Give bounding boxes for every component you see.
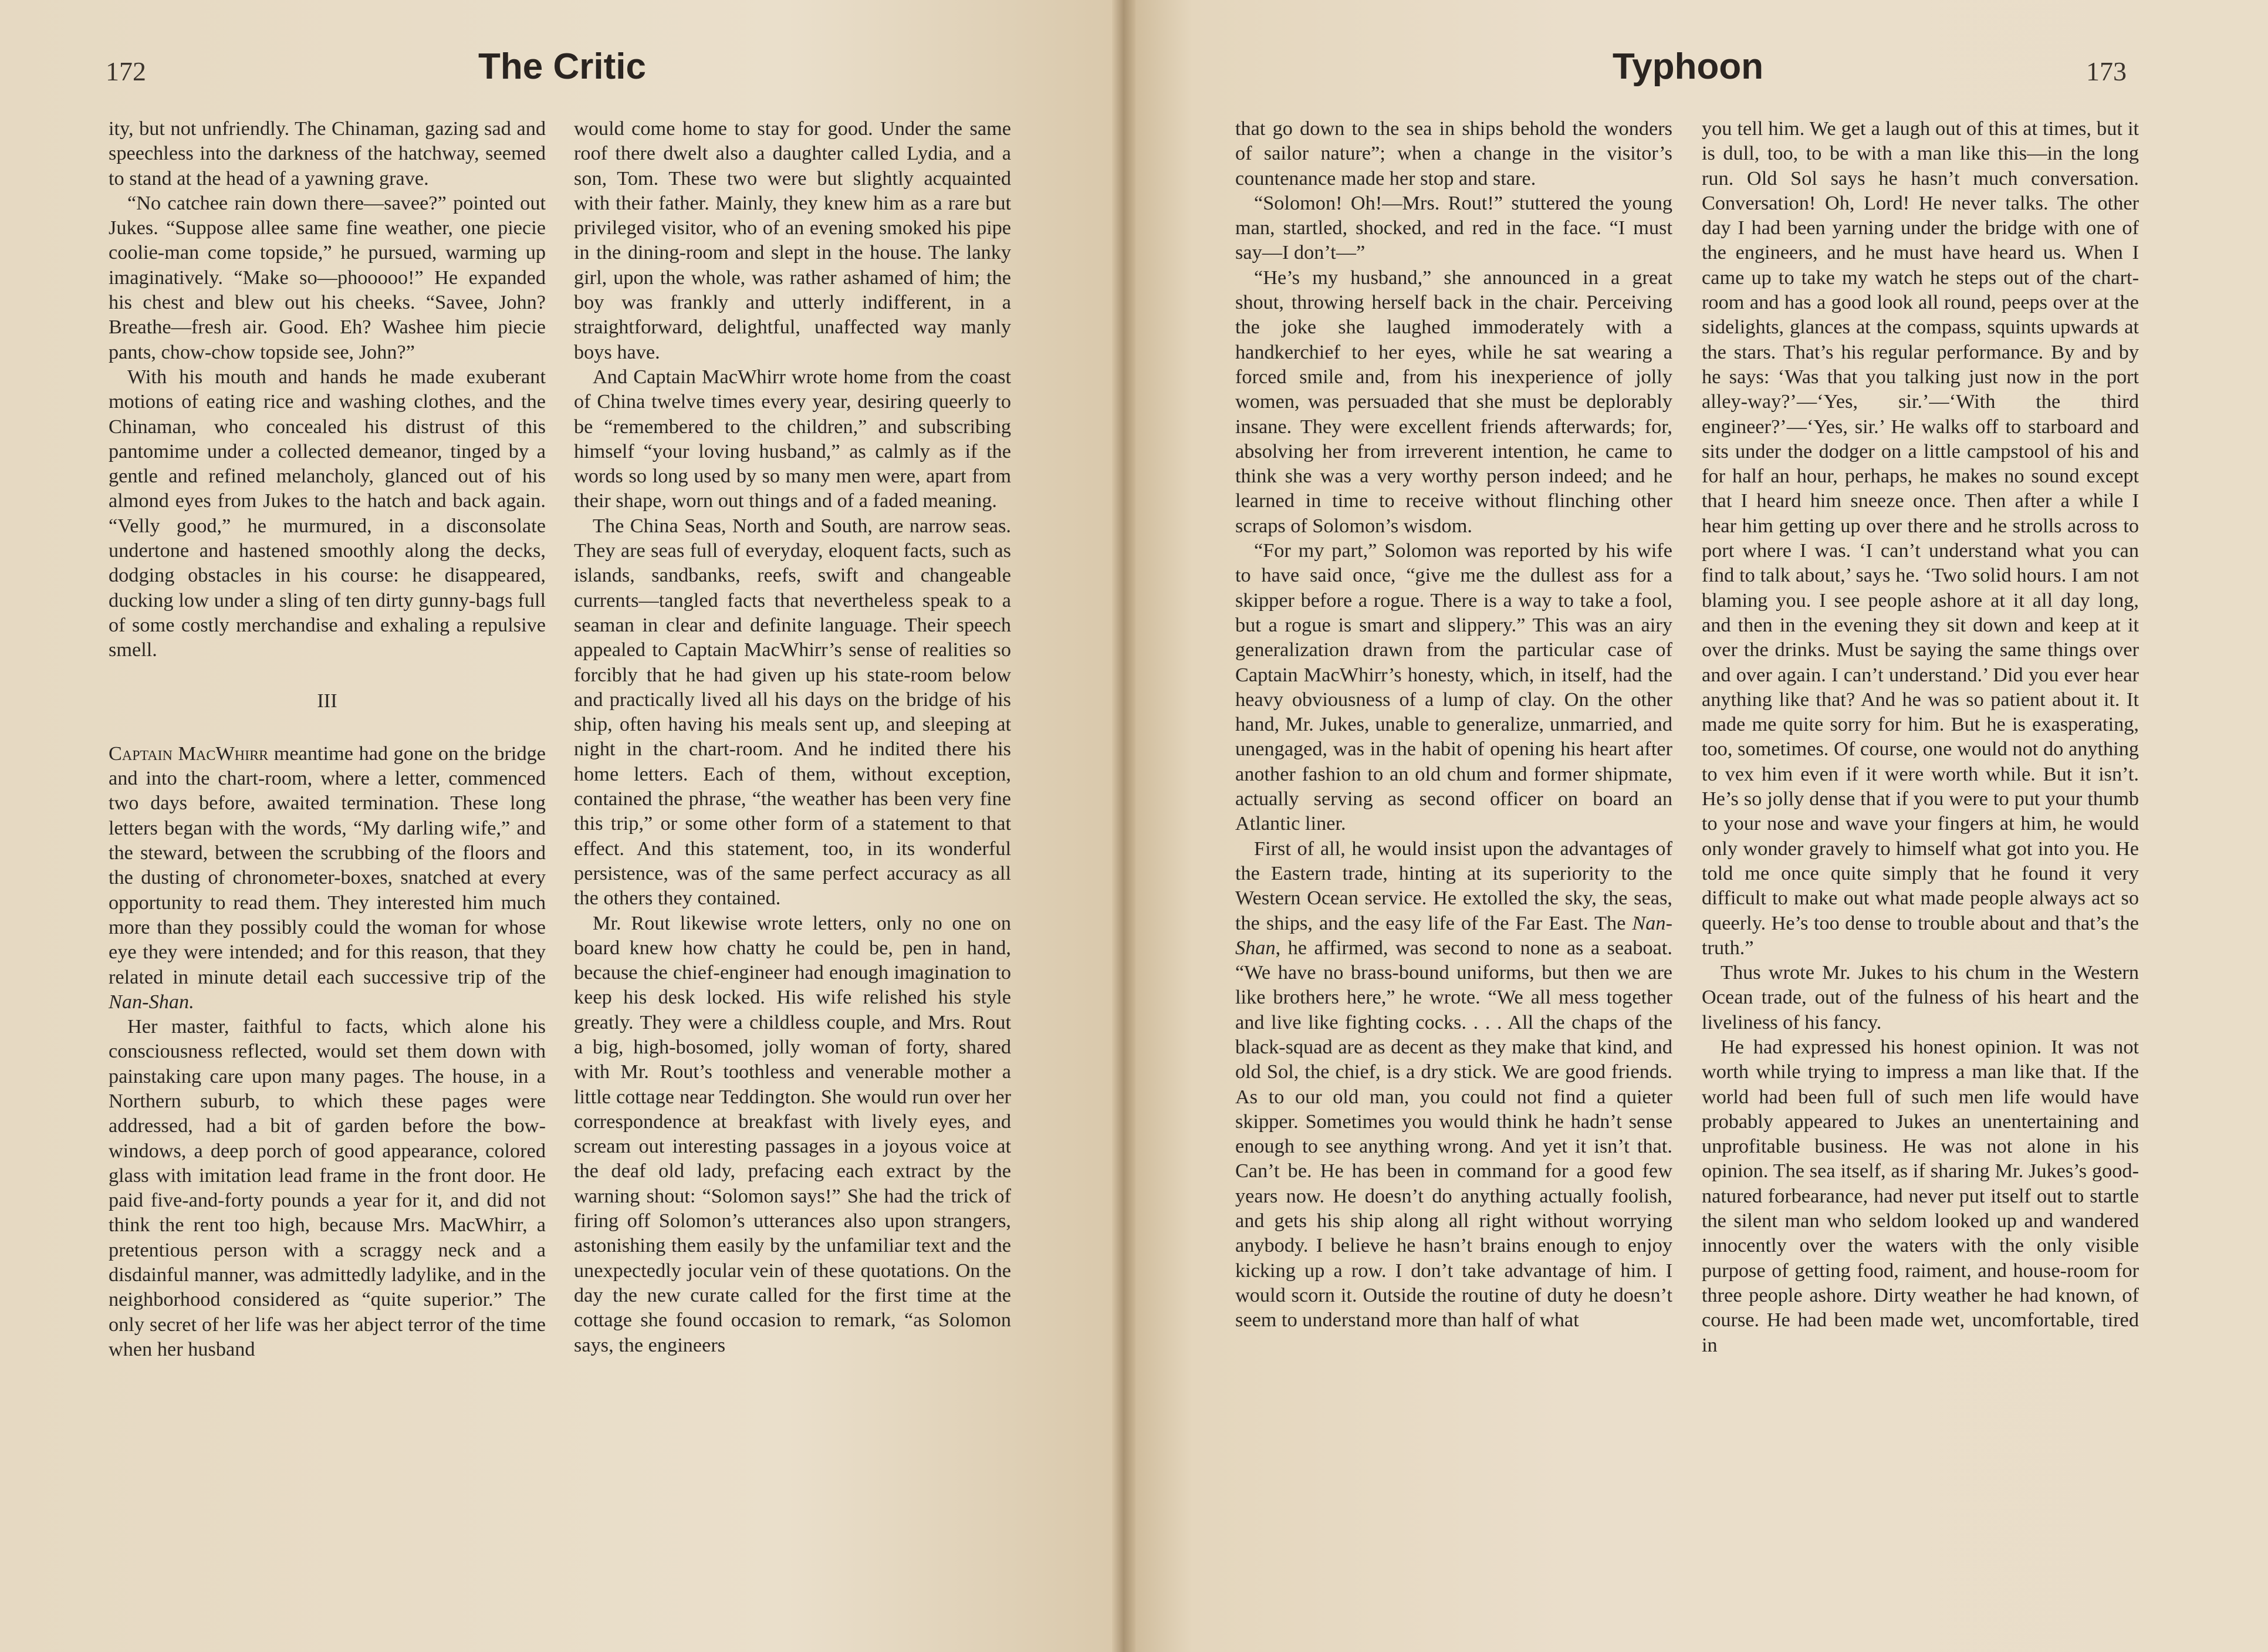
running-head: Typhoon (1613, 46, 1764, 87)
paragraph: He had expressed his honest opinion. It was not worth while trying to impress a man like that. If the world had been full of such men life would have probably appeared to Jukes an unentertaining and unprofitable business. He was not alone in his opinion. The sea itself, as if sharing Mr. Jukes’s good-natured forbearance, had never put itself out to startle the silent man who seldom looked up and wandered innocently over the waters with the only visible purpose of getting food, raiment, and house-room for three people ashore. Dirty weather he had known, of course. He had been made wet, uncomfortable, tired in (1702, 1035, 2139, 1356)
book-gutter (1112, 0, 1135, 1652)
paragraph: With his mouth and hands he made exuberant motions of eating rice and washing clothes, and the Chinaman, who concealed his distrust of this pantomime under a collected demeanor, tinged by a gentle and refined melancholy, glanced out of his almond eyes from Jukes to the hatch and back again. “Velly good,” he murmured, in a disconsolate undertone and hastened smoothly along the decks, dodging obstacles in his course: he disappeared, ducking low under a sling of ten dirty gunny-bags full of some costly merchandise and exhaling a repulsive smell. (109, 365, 546, 661)
left-column-1 (109, 116, 546, 1362)
paragraph: And Captain MacWhirr wrote home from the coast of China twelve times every year, desiring queerly to be “remembered to the children,” and subscribing himself “your loving husband,” as calmly as if the words so long used by so many men were, apart from their shape, worn out things and of a faded meaning. (574, 365, 1011, 512)
paragraph-text: First of all, he would insist upon the advantages of the Eastern trade, hinting at its superiority to the Western Ocean service. He extolled the sky, the seas, the ships, and the easy life of the Far East. The (1235, 837, 1672, 934)
paragraph: Her master, faithful to facts, which alone his consciousness reflected, would set them down with painstaking care upon many pages. The house, in a Northern suburb, to which these pages were addressed, had a bit of garden before the bow-windows, a deep porch of good appearance, colored glass with imitation lead frame in the front door. He paid five-and-forty pounds a year for it, and did not think the rent too high, because Mrs. MacWhirr, a pretentious person with a scraggy neck and a disdainful manner, was admittedly ladylike, and in the neighborhood considered as “quite superior.” The only secret of her life was her abject terror of the time when her husband (109, 1015, 546, 1360)
paragraph: Mr. Rout likewise wrote letters, only no one on board knew how chatty he could be, pen in hand, because the chief-engineer had enough imagination to keep his desk locked. His wife relished his style greatly. They were a childless couple, and Mrs. Rout a big, high-bosomed, jolly woman of forty, shared with Mr. Rout’s toothless and venerable mother a little cottage near Teddington. She would run over her correspondence at breakfast with lively eyes, and scream out interesting passages in a joyous voice at the deaf old lady, prefacing each extract by the warning shout: “Solomon says!” She had the trick of firing off Solomon’s utterances also upon strangers, astonishing them easily by the unfamiliar text and the unexpectedly jocular vein of these quotations. On the day the new curate called for the first time at the cottage she found occasion to remark, “as Solomon says, the engineers (574, 911, 1011, 1356)
left-column-2 (574, 116, 1011, 1357)
paragraph (109, 741, 546, 1014)
right-column-2 (1702, 116, 2139, 1357)
paragraph: The China Seas, North and South, are narrow seas. They are seas full of everyday, eloquent facts, such as islands, sandbanks, reefs, swift and changeable currents—tangled facts that nevertheless speak to a seaman in clear and definite language. Their speech appealed to Captain MacWhirr’s sense of realities so forcibly that he had given up his state-room below and practically lived all his days on the bridge of his ship, often having his meals sent up, and sleeping at night in the chart-room. And he indited there his home letters. Each of them, without exception, contained the phrase, “the weather has been very fine this trip,” or some other form of a statement to that effect. And this statement, too, in its wonderful persistence, was of the same perfect accuracy as all the others they contained. (574, 514, 1011, 910)
chapter-lead-words: Captain MacWhirr (109, 742, 269, 765)
paragraph: “No catchee rain down there—savee?” pointed out Jukes. “Suppose allee same fine weather, one piecie coolie-man come topside,” he pursued, warming up imaginatively. “Make so—phooooo!” He expanded his chest and blew out his cheeks. “Savee, John? Breathe—fresh air. Good. Eh? Washee him piecie pants, chow-chow topside see, John?” (109, 191, 546, 363)
page-number: 173 (2086, 56, 2127, 86)
running-head: The Critic (478, 46, 646, 87)
paragraph: “Solomon! Oh!—Mrs. Rout!” stuttered the young man, startled, shocked, and red in the face. “I must say—I don’t—” (1235, 191, 1672, 264)
left-page (0, 0, 1124, 1652)
right-column-1 (1235, 116, 1672, 1333)
paragraph (1235, 836, 1672, 1333)
paragraph: ity, but not unfriendly. The Chinaman, gazing sad and speechless into the darkness of the hatchway, seemed to stand at the head of a yawning grave. (109, 117, 546, 190)
right-page (1124, 0, 2268, 1652)
paragraph: “He’s my husband,” she announced in a great shout, throwing herself back in the chair. Perceiving the joke she laughed immoderately with a handkerchief to her eyes, while he sat wearing a forced smile and, from his inexperience of jolly women, was persuaded that she must be deplorably insane. They were excellent friends afterwards; for, absolving her from irreverent intention, he came to think she was a very worthy person indeed; and he learned in time to receive without flinching other scraps of Solomon’s wisdom. (1235, 266, 1672, 537)
paragraph: “For my part,” Solomon was reported by his wife to have said once, “give me the dullest ass for a skipper before a rogue. There is a way to take a fool, but a rogue is smart and slippery.” This was an airy generalization drawn from the particular case of Captain MacWhirr’s honesty, which, in itself, had the heavy obviousness of a lump of clay. On the other hand, Mr. Jukes, unable to generalize, unmarried, and unengaged, was in the habit of opening his heart after another fashion to an old chum and former shipmate, actually serving as second officer on board an Atlantic liner. (1235, 539, 1672, 835)
ship-name: Nan-Shan (1235, 911, 1672, 959)
paragraph-text: meantime had gone on the bridge and into the chart-room, where a letter, commenced two days before, awaited termination. These long letters began with the words, “My darling wife,” and the steward, between the scrubbing of the floors and the dusting of chronometer-boxes, snatched at every opportunity to read them. They interested him much more than they possibly could the woman for whose eye they were intended; and for this reason, that they related in minute detail each successive trip of the (109, 742, 546, 988)
paragraph: you tell him. We get a laugh out of this at times, but it is dull, too, to be with a man like this—in the long run. Old Sol says he hasn’t much conversation. Conversation! Oh, Lord! He never talks. The other day I had been yarning under the bridge with one of the engineers, and he must have heard us. When I came up to take my watch he steps out of the chart-room and has a good look all round, peeps over at the sidelights, glances at the compass, squints upwards at the stars. That’s his regular performance. By and by he says: ‘Was that you talking just now in the port alley-way?’—‘Yes, sir.’—‘With the third engineer?’—‘Yes, sir.’ He walks off to starboard and sits under the dodger on a little campstool of his and for half an hour, perhaps, he makes no sound except that I heard him sneeze once. Then after a while I hear him getting up over there and he strolls across to port where I was. ‘I can’t understand what you can find to talk about,’ says he. ‘Two solid hours. I am not blaming you. I see people ashore at it all day long, and then in the evening they sit down and keep at it over the drinks. Must be saying the same things over and over again. I can’t understand.’ Did you ever hear anything like that? And he was so patient about it. It made me quite sorry for him. But he is exasperating, too, sometimes. Of course, one would not do anything to vex him even if it were worth while. But it isn’t. He’s so jolly dense that if you were to put your thumb to your nose and wave your fingers at him, he would only wonder gravely to himself what got into you. He told me once quite simply that he found it very difficult to make out what made people always act so queerly. He’s too dense to trouble about and that’s the truth.” (1702, 117, 2139, 959)
paragraph: would come home to stay for good. Under the same roof there dwelt also a daughter called Lydia, and a son, Tom. These two were but slightly acquainted with their father. Mainly, they knew him as a rare but privileged visitor, who of an evening smoked his pipe in the dining-room and slept in the house. The lanky girl, upon the whole, was rather ashamed of him; the boy was frankly and utterly indifferent, in a straightforward, delightful, unaffected way manly boys have. (574, 117, 1011, 363)
ship-name: Nan-Shan. (109, 990, 194, 1013)
paragraph-text: , he affirmed, was second to none as a seaboat. “We have no brass-bound uniforms, but then we are like brothers here,” he wrote. “We all mess together and live like fighting cocks. . . . All the chaps of the black-squad are as decent as they make that kind, and old Sol, the chief, is a dry stick. We are good friends. As to our old man, you could not find a quieter skipper. Sometimes you would think he hadn’t sense enough to see anything wrong. And yet it isn’t that. Can’t be. He has been in command for a good few years now. He doesn’t do anything actually foolish, and gets his ship along all right without worrying anybody. I believe he hasn’t brains enough to enjoy kicking up a row. I don’t take advantage of him. I would scorn it. Outside the routine of duty he doesn’t seem to understand more than half of what (1235, 936, 1672, 1332)
paragraph: that go down to the sea in ships behold the wonders of sailor nature”; when a change in the visitor’s countenance made her stop and stare. (1235, 117, 1672, 190)
page-number: 172 (106, 56, 146, 86)
section-heading: III (317, 689, 337, 712)
paragraph: Thus wrote Mr. Jukes to his chum in the Western Ocean trade, out of the fulness of his heart and the liveliness of his fancy. (1702, 961, 2139, 1033)
